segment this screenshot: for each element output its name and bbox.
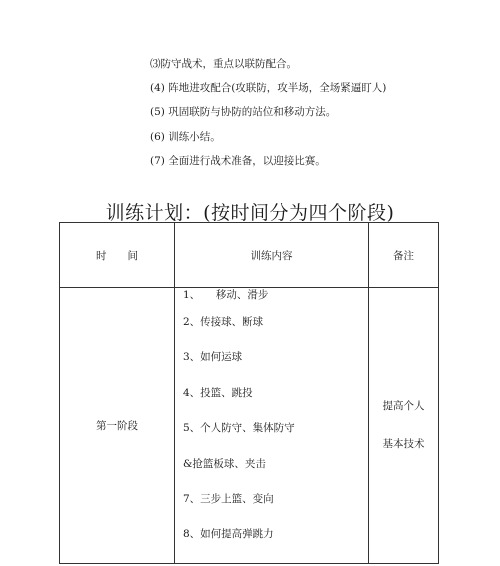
content-cell	[175, 288, 369, 564]
list-item: (4) 阵地进攻配合(攻联防，攻半场，全场紧逼盯人)	[150, 82, 387, 95]
content-item: 8、如何提高弹跳力	[183, 528, 274, 541]
list-item: (5) 巩固联防与协防的站位和移动方法。	[150, 106, 337, 119]
content-item: 5、个人防守、集体防守	[183, 422, 295, 435]
list-item: (6) 训练小结。	[150, 130, 221, 143]
table-header-row	[60, 223, 439, 288]
header-content: 训练内容	[175, 223, 369, 288]
stage-label: 第一阶段	[96, 419, 138, 432]
plan-title: 训练计划：(按时间分为四个阶段)	[105, 202, 395, 224]
content-item: 7、三步上篮、变向	[183, 492, 274, 505]
table-row	[60, 288, 439, 564]
content-item: 1、 移动、滑步	[183, 289, 269, 301]
header-time: 时 间	[60, 223, 175, 288]
content-item: 4、投篮、跳投	[183, 386, 253, 399]
list-item: (7) 全面进行战术准备，以迎接比赛。	[150, 154, 326, 167]
content-item: 3、如何运球	[183, 351, 243, 364]
notes-cell	[369, 288, 439, 564]
stage-cell	[60, 288, 175, 564]
training-plan-table	[59, 222, 439, 564]
note-line: 基本技术	[382, 438, 425, 451]
intro-list	[150, 52, 386, 173]
header-notes: 备注	[369, 223, 439, 288]
list-item: ⑶防守战术，重点以联防配合。	[150, 58, 297, 70]
content-item: &抢篮板球、夹击	[183, 457, 266, 470]
content-item: 2、传接球、断球	[183, 316, 264, 328]
note-line: 提高个人	[382, 400, 425, 413]
